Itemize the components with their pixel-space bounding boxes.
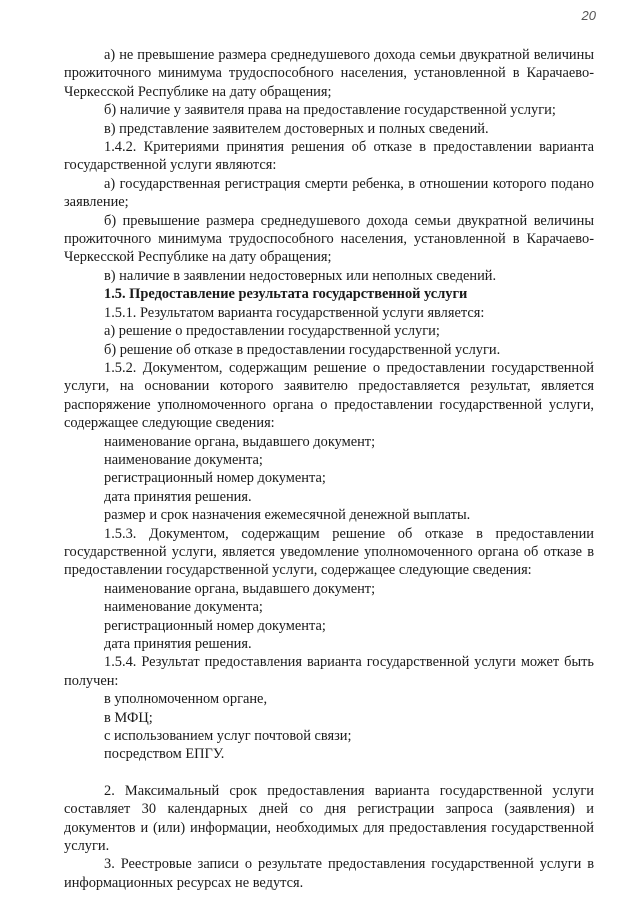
paragraph: б) превышение размера среднедушевого дохода семьи двукратной величины прожиточного минимума трудоспособного населения, установленной в Карачаево-Черкесской Республике на дату обращения; [64,212,594,266]
paragraph: 1.5.2. Документом, содержащим решение о предоставлении государственной услуги, на основании которого заявителю предоставляется результат, является распоряжение уполномоченного органа о предоставлении государственной услуги, содержащее следующие сведения: [64,359,594,432]
paragraph: наименование органа, выдавшего документ; [104,433,376,450]
page-number: 20 [581,8,596,23]
paragraph: регистрационный номер документа; [104,617,326,634]
paragraph: а) решение о предоставлении государственной услуги; [104,323,440,340]
paragraph: а) не превышение размера среднедушевого дохода семьи двукратной величины прожиточного минимума трудоспособного населения, установленной в Карачаево-Черкесской Республике на дату обращения; [64,47,594,100]
paragraph: а) государственная регистрация смерти ребенка, в отношении которого подано заявление; [64,175,594,211]
paragraph: наименование документа; [104,599,263,616]
paragraph: с использованием услуг почтовой связи; [104,728,352,745]
paragraph: 1.5.4. Результат предоставления варианта государственной услуги может быть получен: [64,654,594,689]
paragraph: размер и срок назначения ежемесячной денежной выплаты. [104,507,471,524]
paragraph: 1.5.3. Документом, содержащим решение об отказе в предоставлении государственной услуги, является уведомление уполномоченного органа об отказе в предоставлении государственной услуги, содержащее следующие сведения: [64,525,594,579]
paragraph: наименование документа; [104,451,263,468]
paragraph: посредством ЕПГУ. [104,746,225,763]
paragraph: в МФЦ; [104,709,153,726]
document-body [64,46,594,892]
paragraph: 1.4.2. Критериями принятия решения об отказе в предоставлении варианта государственной услуги являются: [64,139,594,174]
paragraph: дата принятия решения. [104,636,252,652]
paragraph: наименование органа, выдавшего документ; [104,580,376,597]
paragraph: 3. Реестровые записи о результате предоставления государственной услуги в информационных ресурсах не ведутся. [64,856,594,891]
paragraph: в) наличие в заявлении недостоверных или неполных сведений. [104,267,497,284]
paragraph: дата принятия решения. [104,488,252,505]
paragraph: б) наличие у заявителя права на предоставление государственной услуги; [104,102,556,119]
paragraph: б) решение об отказе в предоставлении государственной услуги. [104,341,501,358]
paragraph: в уполномоченном органе, [104,691,268,708]
paragraph: регистрационный номер документа; [104,470,326,487]
paragraph: 2. Максимальный срок предоставления варианта государственной услуги составляет 30 календарных дней со дня регистрации запроса (заявления) и документов и (или) информации, необходимых для предоставления государственной услуги. [64,782,594,855]
paragraph: 1.5. Предоставление результата государственной услуги [104,286,468,303]
paragraph: 1.5.1. Результатом варианта государственной услуги является: [104,304,485,321]
paragraph: в) представление заявителем достоверных и полных сведений. [104,120,489,137]
spacer [64,764,594,782]
